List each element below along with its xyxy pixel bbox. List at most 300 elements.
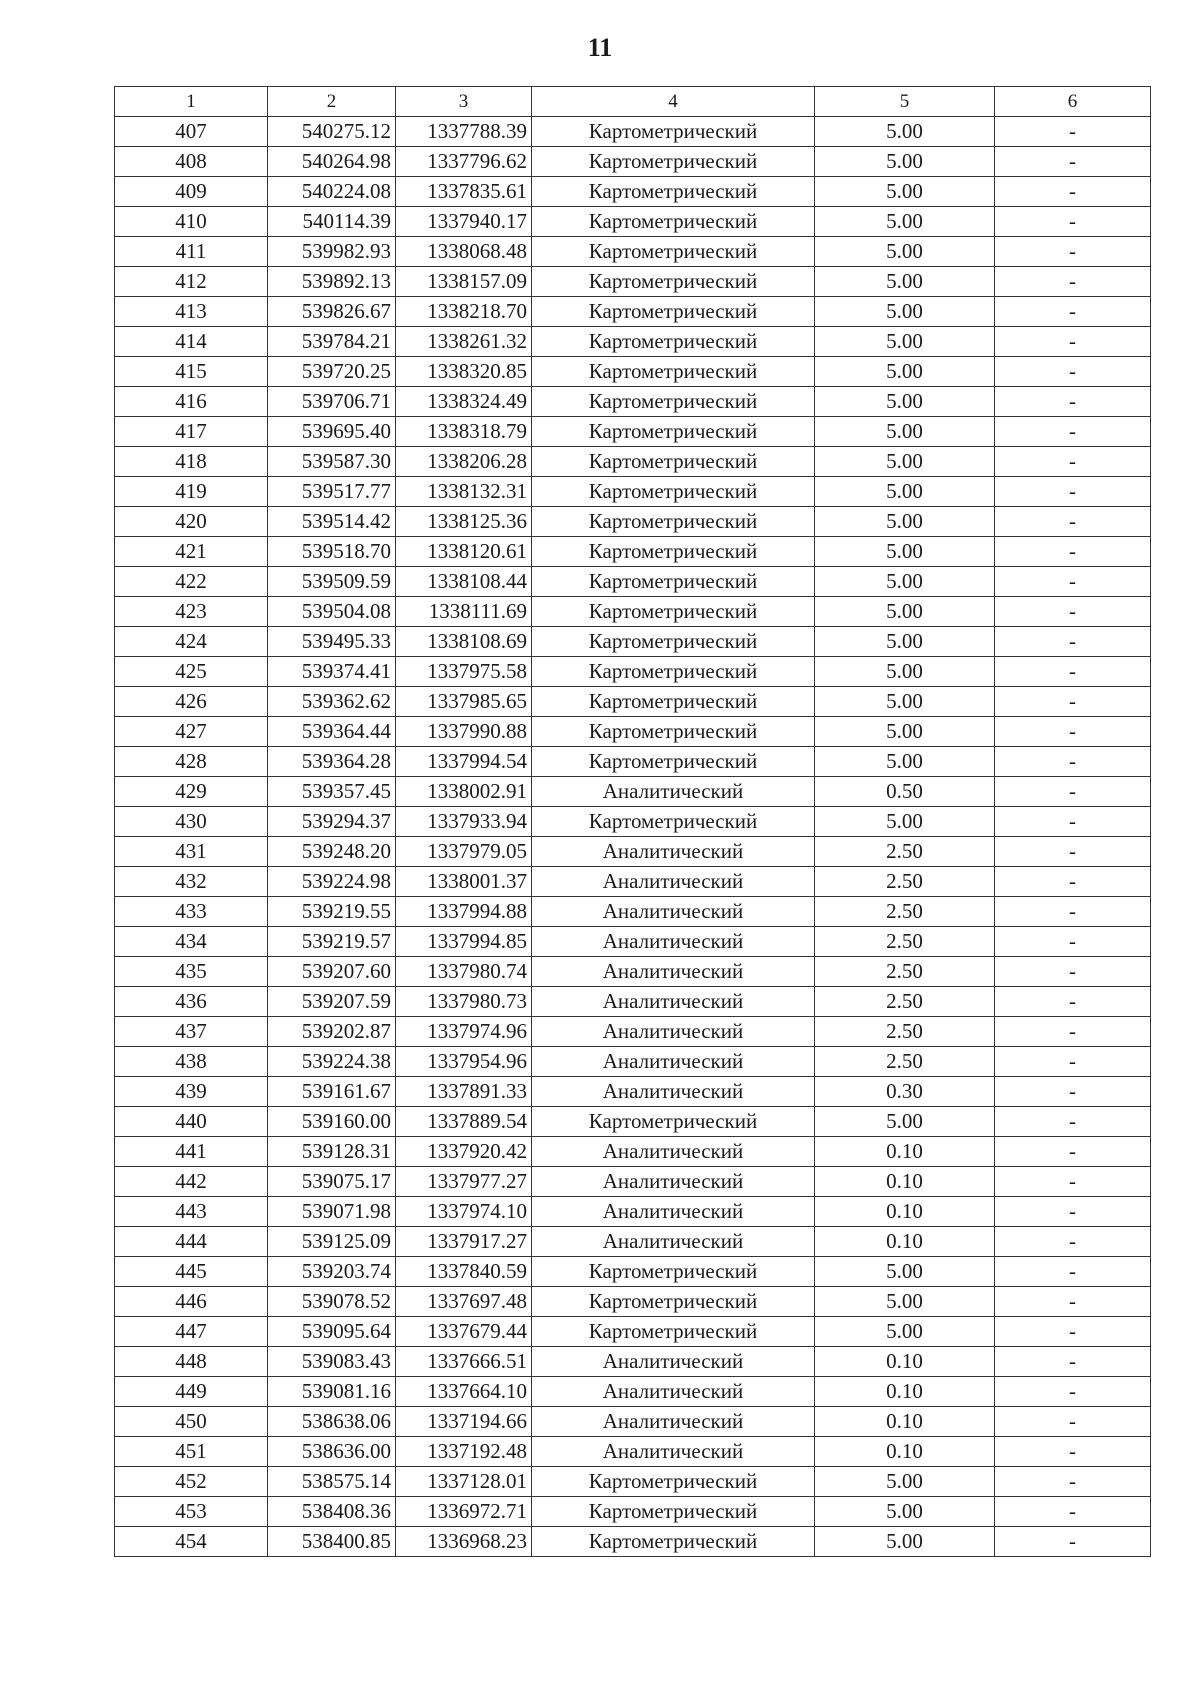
cell-accuracy: 5.00	[815, 147, 995, 177]
cell-y-coordinate: 1337933.94	[396, 807, 532, 837]
cell-x-coordinate: 539207.60	[268, 957, 396, 987]
column-header-note: 6	[995, 87, 1151, 117]
cell-accuracy: 5.00	[815, 417, 995, 447]
cell-note: -	[995, 747, 1151, 777]
cell-x-coordinate: 539202.87	[268, 1017, 396, 1047]
cell-method: Аналитический	[532, 897, 815, 927]
table-header-row	[115, 87, 1151, 117]
cell-accuracy: 5.00	[815, 1257, 995, 1287]
cell-x-coordinate: 539219.57	[268, 927, 396, 957]
cell-accuracy: 0.10	[815, 1137, 995, 1167]
cell-x-coordinate: 540114.39	[268, 207, 396, 237]
cell-note: -	[995, 1017, 1151, 1047]
cell-note: -	[995, 1437, 1151, 1467]
cell-y-coordinate: 1338001.37	[396, 867, 532, 897]
cell-accuracy: 5.00	[815, 537, 995, 567]
cell-y-coordinate: 1338261.32	[396, 327, 532, 357]
table-row	[115, 297, 1151, 327]
cell-point-number: 423	[115, 597, 268, 627]
cell-y-coordinate: 1338111.69	[396, 597, 532, 627]
cell-y-coordinate: 1336968.23	[396, 1527, 532, 1557]
cell-x-coordinate: 539081.16	[268, 1377, 396, 1407]
cell-y-coordinate: 1337974.96	[396, 1017, 532, 1047]
cell-accuracy: 5.00	[815, 357, 995, 387]
cell-point-number: 442	[115, 1167, 268, 1197]
cell-y-coordinate: 1338108.69	[396, 627, 532, 657]
cell-y-coordinate: 1337977.27	[396, 1167, 532, 1197]
table-row	[115, 897, 1151, 927]
cell-note: -	[995, 1227, 1151, 1257]
cell-note: -	[995, 177, 1151, 207]
cell-method: Картометрический	[532, 417, 815, 447]
cell-accuracy: 5.00	[815, 477, 995, 507]
cell-note: -	[995, 1047, 1151, 1077]
cell-note: -	[995, 327, 1151, 357]
cell-x-coordinate: 539509.59	[268, 567, 396, 597]
table-row	[115, 1227, 1151, 1257]
cell-note: -	[995, 657, 1151, 687]
page-number: 11	[587, 33, 613, 62]
cell-y-coordinate: 1337128.01	[396, 1467, 532, 1497]
cell-method: Аналитический	[532, 1347, 815, 1377]
cell-y-coordinate: 1337192.48	[396, 1437, 532, 1467]
cell-accuracy: 5.00	[815, 327, 995, 357]
cell-y-coordinate: 1338125.36	[396, 507, 532, 537]
cell-y-coordinate: 1337994.85	[396, 927, 532, 957]
table-row	[115, 1407, 1151, 1437]
cell-method: Аналитический	[532, 867, 815, 897]
cell-note: -	[995, 1317, 1151, 1347]
table-row	[115, 747, 1151, 777]
cell-point-number: 422	[115, 567, 268, 597]
cell-method: Картометрический	[532, 747, 815, 777]
cell-point-number: 445	[115, 1257, 268, 1287]
cell-point-number: 438	[115, 1047, 268, 1077]
cell-point-number: 432	[115, 867, 268, 897]
cell-accuracy: 5.00	[815, 1287, 995, 1317]
cell-x-coordinate: 539248.20	[268, 837, 396, 867]
table-row	[115, 1527, 1151, 1557]
cell-point-number: 441	[115, 1137, 268, 1167]
cell-note: -	[995, 207, 1151, 237]
cell-method: Картометрический	[532, 627, 815, 657]
cell-note: -	[995, 1407, 1151, 1437]
cell-method: Аналитический	[532, 1167, 815, 1197]
cell-y-coordinate: 1338132.31	[396, 477, 532, 507]
table-row	[115, 1107, 1151, 1137]
cell-x-coordinate: 539517.77	[268, 477, 396, 507]
cell-method: Картометрический	[532, 207, 815, 237]
cell-note: -	[995, 297, 1151, 327]
cell-method: Аналитический	[532, 1437, 815, 1467]
cell-method: Картометрический	[532, 1317, 815, 1347]
cell-x-coordinate: 539518.70	[268, 537, 396, 567]
cell-note: -	[995, 1077, 1151, 1107]
table-row	[115, 357, 1151, 387]
cell-y-coordinate: 1338218.70	[396, 297, 532, 327]
cell-x-coordinate: 538400.85	[268, 1527, 396, 1557]
cell-point-number: 451	[115, 1437, 268, 1467]
cell-accuracy: 5.00	[815, 1107, 995, 1137]
cell-point-number: 430	[115, 807, 268, 837]
cell-accuracy: 0.10	[815, 1407, 995, 1437]
cell-y-coordinate: 1337835.61	[396, 177, 532, 207]
cell-point-number: 425	[115, 657, 268, 687]
cell-x-coordinate: 538636.00	[268, 1437, 396, 1467]
cell-x-coordinate: 539160.00	[268, 1107, 396, 1137]
cell-method: Аналитический	[532, 1197, 815, 1227]
cell-note: -	[995, 597, 1151, 627]
cell-y-coordinate: 1338157.09	[396, 267, 532, 297]
cell-method: Картометрический	[532, 507, 815, 537]
cell-x-coordinate: 540275.12	[268, 117, 396, 147]
cell-accuracy: 5.00	[815, 1317, 995, 1347]
cell-point-number: 447	[115, 1317, 268, 1347]
cell-note: -	[995, 717, 1151, 747]
cell-note: -	[995, 1167, 1151, 1197]
table-row	[115, 957, 1151, 987]
cell-accuracy: 5.00	[815, 117, 995, 147]
table-row	[115, 147, 1151, 177]
cell-x-coordinate: 539083.43	[268, 1347, 396, 1377]
cell-accuracy: 0.10	[815, 1377, 995, 1407]
cell-accuracy: 5.00	[815, 267, 995, 297]
cell-accuracy: 5.00	[815, 1467, 995, 1497]
cell-accuracy: 2.50	[815, 897, 995, 927]
table-row	[115, 597, 1151, 627]
cell-accuracy: 5.00	[815, 177, 995, 207]
cell-method: Картометрический	[532, 1527, 815, 1557]
cell-note: -	[995, 267, 1151, 297]
cell-note: -	[995, 417, 1151, 447]
cell-method: Картометрический	[532, 297, 815, 327]
table-row	[115, 1287, 1151, 1317]
cell-point-number: 410	[115, 207, 268, 237]
table-row	[115, 987, 1151, 1017]
cell-y-coordinate: 1337679.44	[396, 1317, 532, 1347]
cell-y-coordinate: 1337840.59	[396, 1257, 532, 1287]
cell-method: Аналитический	[532, 1377, 815, 1407]
table-row	[115, 387, 1151, 417]
table-row	[115, 627, 1151, 657]
cell-x-coordinate: 539224.38	[268, 1047, 396, 1077]
cell-y-coordinate: 1337974.10	[396, 1197, 532, 1227]
cell-note: -	[995, 957, 1151, 987]
table-row	[115, 777, 1151, 807]
cell-accuracy: 0.10	[815, 1167, 995, 1197]
cell-y-coordinate: 1337994.54	[396, 747, 532, 777]
column-header-accuracy: 5	[815, 87, 995, 117]
table-row	[115, 117, 1151, 147]
cell-method: Аналитический	[532, 1017, 815, 1047]
cell-y-coordinate: 1337697.48	[396, 1287, 532, 1317]
cell-x-coordinate: 539078.52	[268, 1287, 396, 1317]
cell-method: Картометрический	[532, 597, 815, 627]
cell-x-coordinate: 539374.41	[268, 657, 396, 687]
table-row	[115, 807, 1151, 837]
table-row	[115, 1077, 1151, 1107]
table-row	[115, 237, 1151, 267]
cell-note: -	[995, 1107, 1151, 1137]
cell-note: -	[995, 1257, 1151, 1287]
cell-point-number: 426	[115, 687, 268, 717]
cell-point-number: 413	[115, 297, 268, 327]
cell-x-coordinate: 539720.25	[268, 357, 396, 387]
table-row	[115, 657, 1151, 687]
cell-point-number: 416	[115, 387, 268, 417]
cell-point-number: 439	[115, 1077, 268, 1107]
cell-method: Картометрический	[532, 267, 815, 297]
cell-method: Картометрический	[532, 477, 815, 507]
cell-note: -	[995, 1347, 1151, 1377]
cell-method: Аналитический	[532, 957, 815, 987]
coordinates-table	[114, 86, 1151, 1557]
cell-x-coordinate: 539125.09	[268, 1227, 396, 1257]
cell-method: Аналитический	[532, 837, 815, 867]
cell-point-number: 448	[115, 1347, 268, 1377]
cell-accuracy: 5.00	[815, 297, 995, 327]
cell-accuracy: 5.00	[815, 717, 995, 747]
cell-note: -	[995, 567, 1151, 597]
table-row	[115, 1437, 1151, 1467]
table-row	[115, 327, 1151, 357]
column-header-x: 2	[268, 87, 396, 117]
cell-point-number: 435	[115, 957, 268, 987]
cell-note: -	[995, 1137, 1151, 1167]
cell-accuracy: 5.00	[815, 237, 995, 267]
cell-point-number: 411	[115, 237, 268, 267]
cell-point-number: 427	[115, 717, 268, 747]
cell-note: -	[995, 867, 1151, 897]
cell-x-coordinate: 539982.93	[268, 237, 396, 267]
cell-accuracy: 0.50	[815, 777, 995, 807]
cell-note: -	[995, 837, 1151, 867]
cell-method: Картометрический	[532, 1287, 815, 1317]
cell-accuracy: 2.50	[815, 1017, 995, 1047]
cell-method: Аналитический	[532, 777, 815, 807]
cell-note: -	[995, 897, 1151, 927]
cell-x-coordinate: 538638.06	[268, 1407, 396, 1437]
table-row	[115, 1137, 1151, 1167]
cell-y-coordinate: 1337975.58	[396, 657, 532, 687]
cell-x-coordinate: 539364.28	[268, 747, 396, 777]
cell-point-number: 408	[115, 147, 268, 177]
table-row	[115, 837, 1151, 867]
table-row	[115, 447, 1151, 477]
cell-y-coordinate: 1337917.27	[396, 1227, 532, 1257]
table-row	[115, 1377, 1151, 1407]
cell-note: -	[995, 387, 1151, 417]
cell-x-coordinate: 539095.64	[268, 1317, 396, 1347]
cell-note: -	[995, 147, 1151, 177]
cell-accuracy: 5.00	[815, 447, 995, 477]
cell-method: Аналитический	[532, 927, 815, 957]
cell-x-coordinate: 539706.71	[268, 387, 396, 417]
cell-note: -	[995, 927, 1151, 957]
cell-y-coordinate: 1336972.71	[396, 1497, 532, 1527]
cell-x-coordinate: 539357.45	[268, 777, 396, 807]
cell-method: Картометрический	[532, 1497, 815, 1527]
cell-accuracy: 5.00	[815, 207, 995, 237]
cell-point-number: 424	[115, 627, 268, 657]
cell-x-coordinate: 539203.74	[268, 1257, 396, 1287]
cell-point-number: 431	[115, 837, 268, 867]
cell-note: -	[995, 477, 1151, 507]
cell-method: Картометрический	[532, 687, 815, 717]
table-row	[115, 1347, 1151, 1377]
cell-note: -	[995, 1527, 1151, 1557]
table-row	[115, 207, 1151, 237]
cell-point-number: 443	[115, 1197, 268, 1227]
table-row	[115, 1497, 1151, 1527]
cell-x-coordinate: 539826.67	[268, 297, 396, 327]
cell-point-number: 417	[115, 417, 268, 447]
cell-accuracy: 2.50	[815, 927, 995, 957]
cell-accuracy: 2.50	[815, 867, 995, 897]
cell-x-coordinate: 539695.40	[268, 417, 396, 447]
cell-point-number: 414	[115, 327, 268, 357]
cell-accuracy: 5.00	[815, 807, 995, 837]
cell-point-number: 429	[115, 777, 268, 807]
table-row	[115, 177, 1151, 207]
cell-y-coordinate: 1337664.10	[396, 1377, 532, 1407]
cell-point-number: 428	[115, 747, 268, 777]
cell-accuracy: 0.10	[815, 1347, 995, 1377]
cell-x-coordinate: 539128.31	[268, 1137, 396, 1167]
cell-method: Картометрический	[532, 1257, 815, 1287]
cell-y-coordinate: 1337891.33	[396, 1077, 532, 1107]
cell-y-coordinate: 1337920.42	[396, 1137, 532, 1167]
table-row	[115, 417, 1151, 447]
cell-method: Картометрический	[532, 357, 815, 387]
cell-note: -	[995, 987, 1151, 1017]
cell-y-coordinate: 1337980.73	[396, 987, 532, 1017]
cell-point-number: 440	[115, 1107, 268, 1137]
cell-x-coordinate: 539161.67	[268, 1077, 396, 1107]
cell-accuracy: 5.00	[815, 567, 995, 597]
cell-x-coordinate: 539784.21	[268, 327, 396, 357]
cell-accuracy: 0.10	[815, 1197, 995, 1227]
table-row	[115, 567, 1151, 597]
cell-accuracy: 5.00	[815, 507, 995, 537]
cell-note: -	[995, 687, 1151, 717]
cell-note: -	[995, 1377, 1151, 1407]
table-row	[115, 1257, 1151, 1287]
cell-x-coordinate: 539504.08	[268, 597, 396, 627]
cell-point-number: 454	[115, 1527, 268, 1557]
cell-y-coordinate: 1337990.88	[396, 717, 532, 747]
cell-y-coordinate: 1337954.96	[396, 1047, 532, 1077]
table-row	[115, 507, 1151, 537]
cell-x-coordinate: 539514.42	[268, 507, 396, 537]
cell-point-number: 446	[115, 1287, 268, 1317]
cell-y-coordinate: 1337940.17	[396, 207, 532, 237]
cell-accuracy: 0.30	[815, 1077, 995, 1107]
cell-x-coordinate: 540264.98	[268, 147, 396, 177]
table-row	[115, 1317, 1151, 1347]
cell-point-number: 437	[115, 1017, 268, 1047]
cell-y-coordinate: 1337796.62	[396, 147, 532, 177]
cell-note: -	[995, 1467, 1151, 1497]
cell-method: Картометрический	[532, 117, 815, 147]
cell-method: Картометрический	[532, 1467, 815, 1497]
cell-method: Картометрический	[532, 147, 815, 177]
table-row	[115, 717, 1151, 747]
table-row	[115, 1197, 1151, 1227]
table-row	[115, 1167, 1151, 1197]
cell-x-coordinate: 539495.33	[268, 627, 396, 657]
cell-point-number: 452	[115, 1467, 268, 1497]
cell-method: Картометрический	[532, 567, 815, 597]
cell-method: Аналитический	[532, 1407, 815, 1437]
cell-y-coordinate: 1338120.61	[396, 537, 532, 567]
cell-method: Картометрический	[532, 1107, 815, 1137]
cell-accuracy: 5.00	[815, 387, 995, 417]
cell-accuracy: 5.00	[815, 1527, 995, 1557]
cell-y-coordinate: 1338108.44	[396, 567, 532, 597]
cell-accuracy: 5.00	[815, 627, 995, 657]
cell-x-coordinate: 538575.14	[268, 1467, 396, 1497]
table-row	[115, 267, 1151, 297]
cell-x-coordinate: 539219.55	[268, 897, 396, 927]
cell-point-number: 420	[115, 507, 268, 537]
cell-y-coordinate: 1337980.74	[396, 957, 532, 987]
coordinates-table-body	[115, 87, 1151, 1557]
cell-method: Картометрический	[532, 177, 815, 207]
cell-point-number: 444	[115, 1227, 268, 1257]
table-row	[115, 1467, 1151, 1497]
cell-x-coordinate: 540224.08	[268, 177, 396, 207]
column-header-y: 3	[396, 87, 532, 117]
cell-accuracy: 2.50	[815, 837, 995, 867]
table-row	[115, 477, 1151, 507]
cell-point-number: 434	[115, 927, 268, 957]
cell-method: Аналитический	[532, 1137, 815, 1167]
cell-note: -	[995, 1197, 1151, 1227]
table-row	[115, 1047, 1151, 1077]
cell-y-coordinate: 1338002.91	[396, 777, 532, 807]
cell-accuracy: 5.00	[815, 657, 995, 687]
cell-point-number: 412	[115, 267, 268, 297]
cell-y-coordinate: 1338068.48	[396, 237, 532, 267]
cell-note: -	[995, 537, 1151, 567]
cell-point-number: 415	[115, 357, 268, 387]
cell-note: -	[995, 1287, 1151, 1317]
cell-point-number: 453	[115, 1497, 268, 1527]
cell-accuracy: 5.00	[815, 747, 995, 777]
cell-note: -	[995, 237, 1151, 267]
cell-method: Аналитический	[532, 1047, 815, 1077]
cell-method: Картометрический	[532, 327, 815, 357]
cell-method: Картометрический	[532, 447, 815, 477]
cell-x-coordinate: 539207.59	[268, 987, 396, 1017]
cell-note: -	[995, 357, 1151, 387]
cell-y-coordinate: 1337194.66	[396, 1407, 532, 1437]
cell-accuracy: 2.50	[815, 1047, 995, 1077]
table-row	[115, 687, 1151, 717]
cell-note: -	[995, 627, 1151, 657]
cell-x-coordinate: 539892.13	[268, 267, 396, 297]
cell-note: -	[995, 507, 1151, 537]
cell-point-number: 450	[115, 1407, 268, 1437]
cell-x-coordinate: 539364.44	[268, 717, 396, 747]
cell-point-number: 418	[115, 447, 268, 477]
cell-method: Картометрический	[532, 387, 815, 417]
cell-method: Картометрический	[532, 237, 815, 267]
cell-y-coordinate: 1337994.88	[396, 897, 532, 927]
cell-y-coordinate: 1337979.05	[396, 837, 532, 867]
cell-note: -	[995, 807, 1151, 837]
